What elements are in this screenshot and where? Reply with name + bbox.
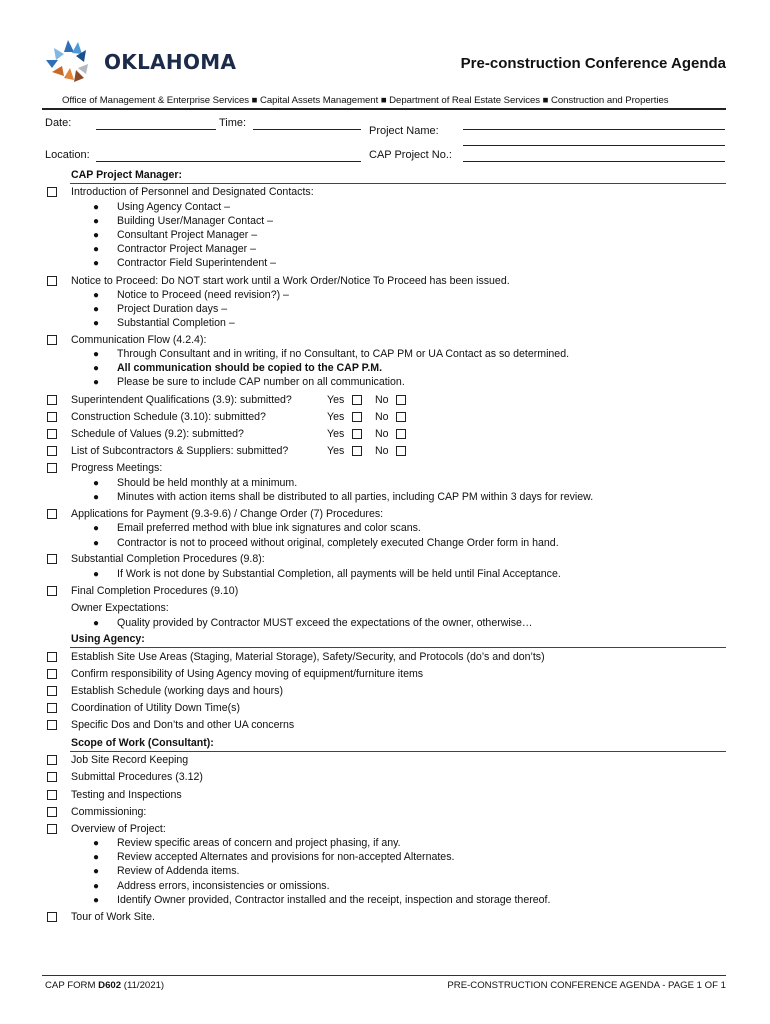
submittal-row xyxy=(0,394,770,408)
agency-subheading: Office of Management & Enterprise Services ■ Capital Assets Management ■ Department of Real Estate Services ■ Construction and Properties xyxy=(62,95,669,106)
bullet-text: All communication should be copied to the CAP P.M. xyxy=(117,362,383,374)
bullet-text: Please be sure to include CAP number on all communication. xyxy=(117,376,405,388)
item-text: Introduction of Personnel and Designated Contacts: xyxy=(71,186,314,198)
item-text: Establish Schedule (working days and hours) xyxy=(71,685,283,697)
checkbox[interactable] xyxy=(47,772,57,782)
bullet-text: Should be held monthly at a minimum. xyxy=(117,477,298,489)
bullet-item: ● Review accepted Alternates and provisions for non-accepted Alternates. xyxy=(93,851,455,863)
bullet-text: Contractor is not to proceed without original, completely executed Change Order form in hand. xyxy=(117,537,559,549)
checkbox[interactable] xyxy=(47,755,57,765)
cap-pm-heading: CAP Project Manager: xyxy=(71,169,183,181)
checklist-item xyxy=(0,719,770,733)
bullet-text: Minutes with action items shall be distributed to all parties, including CAP PM within 3 days for review. xyxy=(117,491,594,503)
checklist-item xyxy=(0,462,770,476)
form-prefix: CAP FORM xyxy=(45,980,96,991)
scope-heading: Scope of Work (Consultant): xyxy=(71,737,214,749)
checklist-item xyxy=(0,651,770,665)
bullet-item: ● Please be sure to include CAP number on all communication. xyxy=(93,376,405,388)
checkbox[interactable] xyxy=(47,686,57,696)
bullet-text: Substantial Completion – xyxy=(117,317,235,329)
item-text: Coordination of Utility Down Time(s) xyxy=(71,702,240,714)
no-checkbox[interactable] xyxy=(396,446,406,456)
checkbox[interactable] xyxy=(47,807,57,817)
cap-project-no-label: CAP Project No.: xyxy=(369,149,452,161)
checkbox[interactable] xyxy=(47,669,57,679)
checklist-item xyxy=(0,789,770,803)
plain-item xyxy=(0,602,770,616)
yes-checkbox[interactable] xyxy=(352,395,362,405)
bullet-item: ● Consultant Project Manager – xyxy=(93,229,258,241)
cap-project-no-field[interactable] xyxy=(463,161,725,162)
location-label: Location: xyxy=(45,149,90,161)
bullet-text: Review specific areas of concern and project phasing, if any. xyxy=(117,837,401,849)
using-agency-heading: Using Agency: xyxy=(71,633,145,645)
checklist-item xyxy=(0,702,770,716)
oklahoma-logo xyxy=(42,38,237,90)
checkbox[interactable] xyxy=(47,412,57,422)
checkbox[interactable] xyxy=(47,276,57,286)
bullet-item: ● Building User/Manager Contact – xyxy=(93,215,274,227)
checklist-item xyxy=(0,911,770,925)
checkbox[interactable] xyxy=(47,554,57,564)
item-text: Commissioning: xyxy=(71,806,147,818)
checkbox[interactable] xyxy=(47,824,57,834)
yes-checkbox[interactable] xyxy=(352,429,362,439)
form-id xyxy=(45,980,164,991)
project-name-label: Project Name: xyxy=(369,125,439,137)
checklist-item xyxy=(0,771,770,785)
checkbox[interactable] xyxy=(47,429,57,439)
section-rule xyxy=(70,751,726,752)
logo-wordmark: OKLAHOMA xyxy=(104,50,237,74)
bullet-text: Notice to Proceed (need revision?) – xyxy=(117,289,289,301)
item-text: Progress Meetings: xyxy=(71,462,163,474)
checkbox[interactable] xyxy=(47,463,57,473)
page-label: PRE-CONSTRUCTION CONFERENCE AGENDA - PAGE 1 OF 1 xyxy=(447,980,726,991)
item-text: Confirm responsibility of Using Agency moving of equipment/furniture items xyxy=(71,668,424,680)
item-text: Applications for Payment (9.3-9.6) / Change Order (7) Procedures: xyxy=(71,508,384,520)
bullet-item: ● Project Duration days – xyxy=(93,303,228,315)
item-text: Final Completion Procedures (9.10) xyxy=(71,585,239,597)
checkbox[interactable] xyxy=(47,912,57,922)
checkbox[interactable] xyxy=(47,790,57,800)
checklist-item xyxy=(0,754,770,768)
bullet-item: ● Contractor Field Superintendent – xyxy=(93,257,276,269)
item-text: List of Subcontractors & Suppliers: submitted? xyxy=(71,445,289,457)
checklist-item xyxy=(0,823,770,837)
bullet-text: Consultant Project Manager – xyxy=(117,229,258,241)
bullet-text: Email preferred method with blue ink signatures and color scans. xyxy=(117,522,421,534)
item-text: Overview of Project: xyxy=(71,823,166,835)
checkbox[interactable] xyxy=(47,509,57,519)
bullet-item: ● Contractor Project Manager – xyxy=(93,243,256,255)
oklahoma-star-icon xyxy=(42,38,102,90)
location-field[interactable] xyxy=(96,161,361,162)
checklist-item xyxy=(0,275,770,289)
bullet-text: Building User/Manager Contact – xyxy=(117,215,274,227)
bullet-item: ● Identify Owner provided, Contractor installed and the receipt, inspection and storage thereof. xyxy=(93,894,551,906)
bullet-item: ● Review of Addenda items. xyxy=(93,865,240,877)
bullet-item: ● Should be held monthly at a minimum. xyxy=(93,477,298,489)
bullet-item: ● Contractor is not to proceed without original, completely executed Change Order form in hand. xyxy=(93,537,559,549)
item-text: Tour of Work Site. xyxy=(71,911,155,923)
item-text: Superintendent Qualifications (3.9): submitted? xyxy=(71,394,292,406)
yes-label: Yes xyxy=(327,411,345,423)
bullet-text: If Work is not done by Substantial Completion, all payments will be held until Final Acceptance. xyxy=(117,568,561,580)
bullet-text: Contractor Project Manager – xyxy=(117,243,256,255)
time-label: Time: xyxy=(219,117,247,129)
bullet-item: ● Review specific areas of concern and project phasing, if any. xyxy=(93,837,401,849)
no-label: No xyxy=(375,411,389,423)
yes-label: Yes xyxy=(327,394,345,406)
checkbox[interactable] xyxy=(47,652,57,662)
checklist-item xyxy=(0,668,770,682)
section-heading xyxy=(0,633,770,647)
item-text: Construction Schedule (3.10): submitted? xyxy=(71,411,266,423)
bullet-text: Address errors, inconsistencies or omissions. xyxy=(117,880,330,892)
checkbox[interactable] xyxy=(47,446,57,456)
bullet-item: ● Minutes with action items shall be distributed to all parties, including CAP PM within 3 days for review. xyxy=(93,491,594,503)
project-name-field[interactable] xyxy=(463,129,725,130)
bullet-text: Through Consultant and in writing, if no Consultant, to CAP PM or UA Contact as so determined. xyxy=(117,348,570,360)
item-text: Schedule of Values (9.2): submitted? xyxy=(71,428,244,440)
section-rule xyxy=(70,647,726,648)
form-date: (11/2021) xyxy=(123,980,165,991)
bullet-item: ● If Work is not done by Substantial Completion, all payments will be held until Final Acceptance. xyxy=(93,568,561,580)
page-title: Pre-construction Conference Agenda xyxy=(460,55,726,72)
no-checkbox[interactable] xyxy=(396,412,406,422)
no-checkbox[interactable] xyxy=(396,429,406,439)
yes-label: Yes xyxy=(327,445,345,457)
checklist-item xyxy=(0,334,770,348)
date-field[interactable] xyxy=(96,129,216,130)
bullet-item: ● Through Consultant and in writing, if no Consultant, to CAP PM or UA Contact as so determined. xyxy=(93,348,570,360)
item-text: Specific Dos and Don’ts and other UA concerns xyxy=(71,719,295,731)
section-rule xyxy=(70,183,726,184)
header-divider xyxy=(42,108,726,110)
checkbox[interactable] xyxy=(47,187,57,197)
date-label: Date: xyxy=(45,117,72,129)
item-text: Substantial Completion Procedures (9.8): xyxy=(71,553,265,565)
bullet-text: Review accepted Alternates and provisions for non-accepted Alternates. xyxy=(117,851,455,863)
item-text: Communication Flow (4.2.4): xyxy=(71,334,207,346)
no-label: No xyxy=(375,428,389,440)
bullet-item: ● All communication should be copied to the CAP P.M. xyxy=(93,362,383,374)
checklist-item xyxy=(0,806,770,820)
bullet-text: Quality provided by Contractor MUST exceed the expectations of the owner, otherwise… xyxy=(117,617,533,629)
bullet-item: ● Notice to Proceed (need revision?) – xyxy=(93,289,289,301)
bullet-item: ● Substantial Completion – xyxy=(93,317,235,329)
bullet-text: Using Agency Contact – xyxy=(117,201,231,213)
bullet-text: Project Duration days – xyxy=(117,303,228,315)
bullet-item: ● Email preferred method with blue ink signatures and color scans. xyxy=(93,522,421,534)
checkbox[interactable] xyxy=(47,395,57,405)
checklist-item xyxy=(0,585,770,599)
submittal-row xyxy=(0,445,770,459)
project-name-field-line2[interactable] xyxy=(463,145,725,146)
no-label: No xyxy=(375,445,389,457)
checklist-item xyxy=(0,186,770,200)
checklist-item xyxy=(0,685,770,699)
form-code: D602 xyxy=(98,980,122,991)
checklist-item xyxy=(0,508,770,522)
bullet-text: Review of Addenda items. xyxy=(117,865,240,877)
checkbox[interactable] xyxy=(47,720,57,730)
time-field[interactable] xyxy=(253,129,361,130)
item-text: Notice to Proceed: Do NOT start work until a Work Order/Notice To Proceed has been issued. xyxy=(71,275,510,287)
item-text: Establish Site Use Areas (Staging, Material Storage), Safety/Security, and Protocols (do’s and don’ts) xyxy=(71,651,545,663)
yes-checkbox[interactable] xyxy=(352,446,362,456)
bullet-item: ● Address errors, inconsistencies or omissions. xyxy=(93,880,330,892)
item-text: Testing and Inspections xyxy=(71,789,182,801)
section-heading xyxy=(0,737,770,751)
footer-divider xyxy=(42,975,726,976)
checkbox[interactable] xyxy=(47,586,57,596)
bullet-item: ● Quality provided by Contractor MUST exceed the expectations of the owner, otherwise… xyxy=(93,617,533,629)
bullet-text: Identify Owner provided, Contractor installed and the receipt, inspection and storage thereof. xyxy=(117,894,551,906)
item-text: Owner Expectations: xyxy=(71,602,169,614)
yes-checkbox[interactable] xyxy=(352,412,362,422)
bullet-item: ● Using Agency Contact – xyxy=(93,201,231,213)
checklist-item xyxy=(0,553,770,567)
checkbox[interactable] xyxy=(47,703,57,713)
no-checkbox[interactable] xyxy=(396,395,406,405)
item-text: Job Site Record Keeping xyxy=(71,754,189,766)
no-label: No xyxy=(375,394,389,406)
yes-label: Yes xyxy=(327,428,345,440)
item-text: Submittal Procedures (3.12) xyxy=(71,771,203,783)
submittal-row xyxy=(0,411,770,425)
bullet-text: Contractor Field Superintendent – xyxy=(117,257,276,269)
section-heading xyxy=(0,169,770,183)
submittal-row xyxy=(0,428,770,442)
checkbox[interactable] xyxy=(47,335,57,345)
